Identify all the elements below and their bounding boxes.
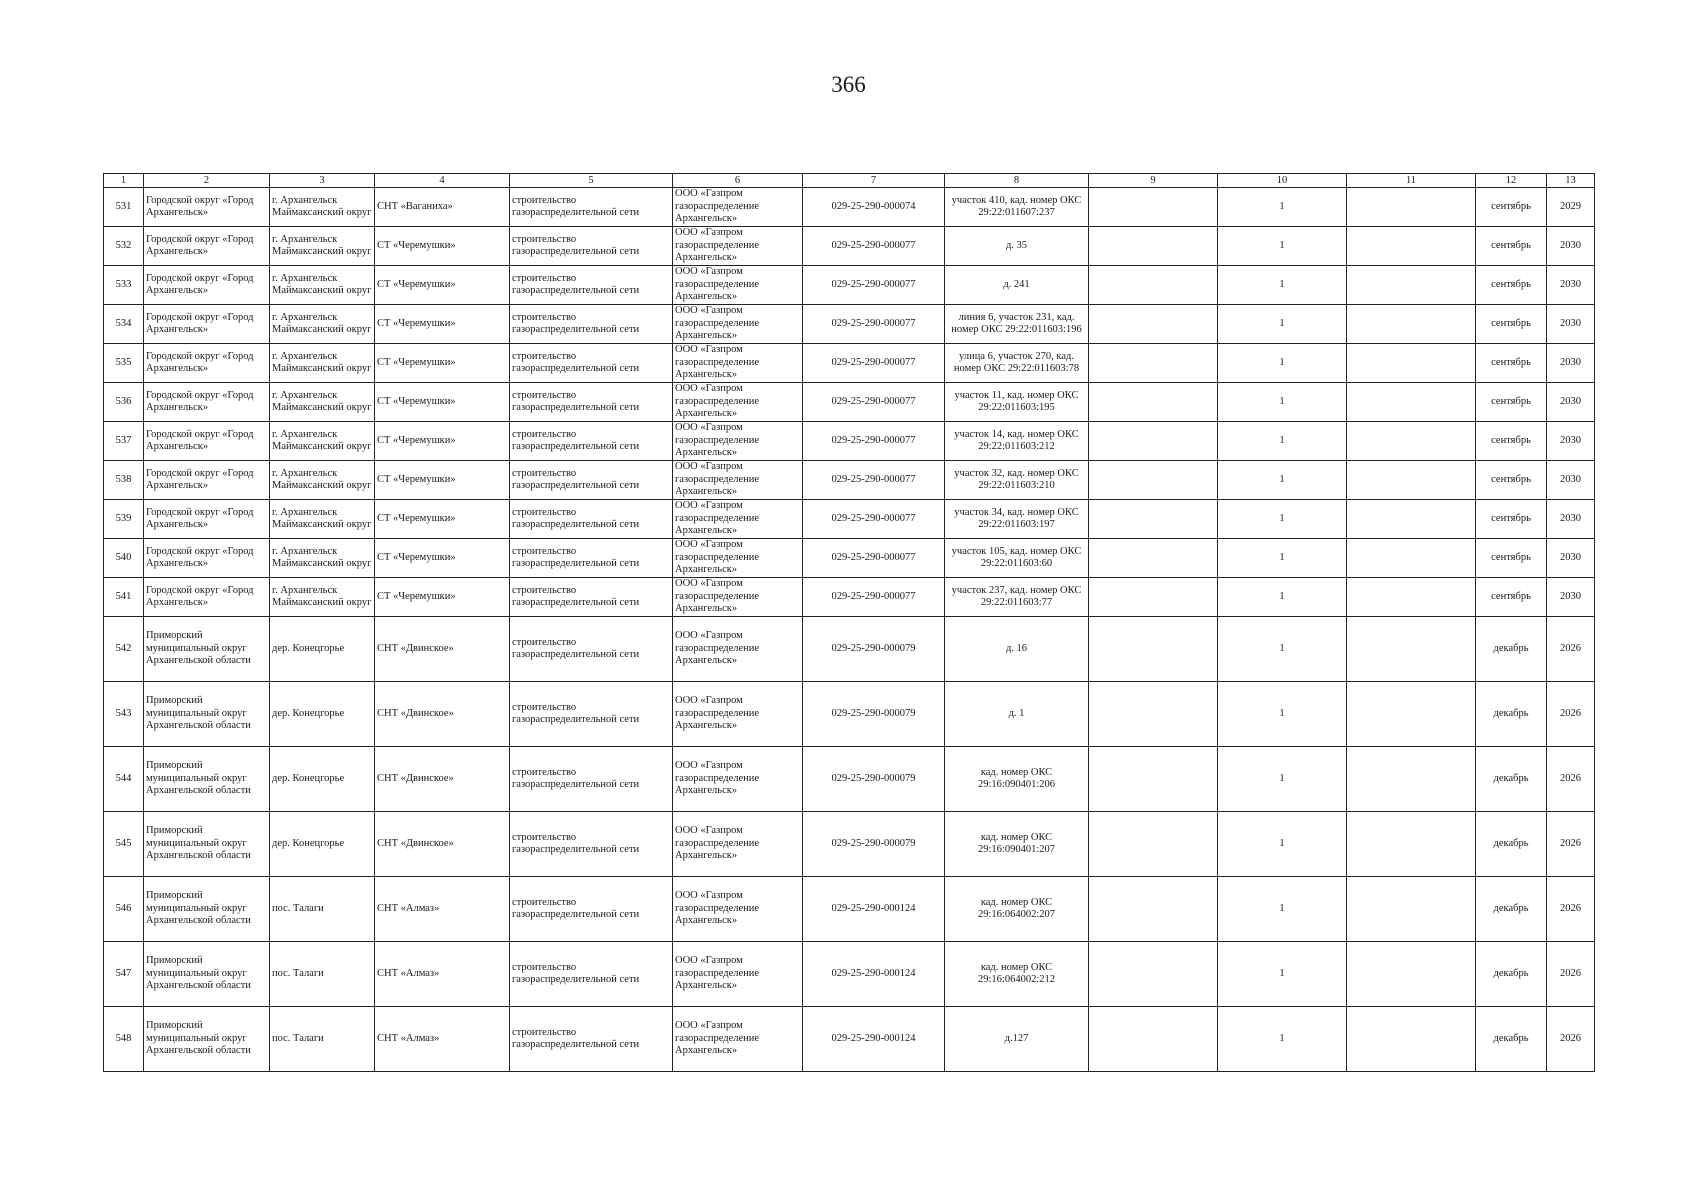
cell-work-type: строительство газораспределительной сети	[510, 812, 673, 877]
cell-locality: г. Архангельск Маймаксанский округ	[270, 578, 375, 617]
cell-column-9	[1089, 747, 1218, 812]
cell-municipality: Городской округ «Город Архангельск»	[144, 344, 270, 383]
cell-column-9	[1089, 227, 1218, 266]
cell-quantity: 1	[1218, 422, 1347, 461]
cell-locality: пос. Талаги	[270, 942, 375, 1007]
cell-organization: ООО «Газпром газораспределение Архангельск»	[673, 682, 803, 747]
cell-municipality: Городской округ «Город Архангельск»	[144, 578, 270, 617]
cell-quantity: 1	[1218, 682, 1347, 747]
cell-column-11	[1347, 188, 1476, 227]
column-header-12: 12	[1476, 174, 1547, 188]
cell-row-number: 537	[104, 422, 144, 461]
cell-work-type: строительство газораспределительной сети	[510, 617, 673, 682]
cell-organization: ООО «Газпром газораспределение Архангельск»	[673, 500, 803, 539]
table-row	[104, 266, 1595, 305]
table-row	[104, 812, 1595, 877]
cell-organization: ООО «Газпром газораспределение Архангельск»	[673, 747, 803, 812]
cell-row-number: 539	[104, 500, 144, 539]
cell-municipality: Городской округ «Город Архангельск»	[144, 188, 270, 227]
cell-organization: ООО «Газпром газораспределение Архангельск»	[673, 266, 803, 305]
cell-address: д. 35	[945, 227, 1089, 266]
table-row	[104, 422, 1595, 461]
cell-column-9	[1089, 539, 1218, 578]
cell-column-9	[1089, 344, 1218, 383]
cell-address: д. 16	[945, 617, 1089, 682]
cell-locality: г. Архангельск Маймаксанский округ	[270, 500, 375, 539]
column-header-3: 3	[270, 174, 375, 188]
cell-month: сентябрь	[1476, 461, 1547, 500]
cell-row-number: 542	[104, 617, 144, 682]
cell-registry-code: 029-25-290-000077	[803, 344, 945, 383]
cell-organization: ООО «Газпром газораспределение Архангельск»	[673, 188, 803, 227]
cell-organization: ООО «Газпром газораспределение Архангельск»	[673, 305, 803, 344]
cell-year: 2026	[1547, 747, 1595, 812]
cell-quantity: 1	[1218, 617, 1347, 682]
cell-address: д. 1	[945, 682, 1089, 747]
cell-column-11	[1347, 344, 1476, 383]
cell-month: декабрь	[1476, 877, 1547, 942]
cell-column-9	[1089, 383, 1218, 422]
table-row	[104, 188, 1595, 227]
cell-society: СТ «Черемушки»	[375, 383, 510, 422]
cell-month: сентябрь	[1476, 227, 1547, 266]
cell-column-11	[1347, 942, 1476, 1007]
cell-row-number: 534	[104, 305, 144, 344]
cell-address: улица 6, участок 270, кад. номер ОКС 29:22:011603:78	[945, 344, 1089, 383]
cell-quantity: 1	[1218, 812, 1347, 877]
cell-column-9	[1089, 877, 1218, 942]
cell-locality: г. Архангельск Маймаксанский округ	[270, 188, 375, 227]
register-table	[103, 173, 1595, 1072]
cell-society: СНТ «Двинское»	[375, 682, 510, 747]
cell-municipality: Приморский муниципальный округ Архангельской области	[144, 1007, 270, 1072]
cell-address: линия 6, участок 231, кад. номер ОКС 29:22:011603:196	[945, 305, 1089, 344]
column-header-2: 2	[144, 174, 270, 188]
cell-work-type: строительство газораспределительной сети	[510, 383, 673, 422]
cell-registry-code: 029-25-290-000079	[803, 812, 945, 877]
cell-registry-code: 029-25-290-000077	[803, 461, 945, 500]
cell-column-11	[1347, 461, 1476, 500]
cell-registry-code: 029-25-290-000077	[803, 266, 945, 305]
column-header-8: 8	[945, 174, 1089, 188]
cell-work-type: строительство газораспределительной сети	[510, 227, 673, 266]
table-row	[104, 383, 1595, 422]
cell-column-9	[1089, 188, 1218, 227]
cell-work-type: строительство газораспределительной сети	[510, 1007, 673, 1072]
cell-year: 2026	[1547, 682, 1595, 747]
cell-row-number: 540	[104, 539, 144, 578]
cell-municipality: Городской округ «Город Архангельск»	[144, 461, 270, 500]
cell-registry-code: 029-25-290-000079	[803, 682, 945, 747]
cell-locality: дер. Конецгорье	[270, 682, 375, 747]
cell-column-11	[1347, 227, 1476, 266]
cell-work-type: строительство газораспределительной сети	[510, 682, 673, 747]
column-header-6: 6	[673, 174, 803, 188]
cell-year: 2030	[1547, 305, 1595, 344]
cell-locality: г. Архангельск Маймаксанский округ	[270, 461, 375, 500]
cell-row-number: 538	[104, 461, 144, 500]
cell-work-type: строительство газораспределительной сети	[510, 266, 673, 305]
cell-society: СНТ «Алмаз»	[375, 877, 510, 942]
cell-work-type: строительство газораспределительной сети	[510, 188, 673, 227]
column-header-9: 9	[1089, 174, 1218, 188]
cell-month: сентябрь	[1476, 539, 1547, 578]
cell-work-type: строительство газораспределительной сети	[510, 305, 673, 344]
cell-quantity: 1	[1218, 266, 1347, 305]
cell-month: декабрь	[1476, 617, 1547, 682]
cell-municipality: Городской округ «Город Архангельск»	[144, 422, 270, 461]
cell-locality: г. Архангельск Маймаксанский округ	[270, 266, 375, 305]
table-row	[104, 500, 1595, 539]
cell-locality: дер. Конецгорье	[270, 747, 375, 812]
cell-organization: ООО «Газпром газораспределение Архангельск»	[673, 461, 803, 500]
cell-year: 2030	[1547, 500, 1595, 539]
page-number: 366	[831, 72, 866, 97]
cell-quantity: 1	[1218, 188, 1347, 227]
cell-column-11	[1347, 422, 1476, 461]
cell-month: сентябрь	[1476, 422, 1547, 461]
cell-society: СТ «Черемушки»	[375, 266, 510, 305]
cell-year: 2030	[1547, 422, 1595, 461]
cell-row-number: 547	[104, 942, 144, 1007]
cell-column-11	[1347, 682, 1476, 747]
table-row	[104, 344, 1595, 383]
cell-locality: г. Архангельск Маймаксанский округ	[270, 539, 375, 578]
cell-year: 2030	[1547, 344, 1595, 383]
cell-address: кад. номер ОКС 29:16:064002:207	[945, 877, 1089, 942]
cell-quantity: 1	[1218, 383, 1347, 422]
cell-quantity: 1	[1218, 344, 1347, 383]
cell-address: кад. номер ОКС 29:16:090401:207	[945, 812, 1089, 877]
cell-address: участок 14, кад. номер ОКС 29:22:011603:212	[945, 422, 1089, 461]
cell-address: кад. номер ОКС 29:16:064002:212	[945, 942, 1089, 1007]
cell-quantity: 1	[1218, 539, 1347, 578]
cell-month: сентябрь	[1476, 266, 1547, 305]
cell-municipality: Приморский муниципальный округ Архангельской области	[144, 617, 270, 682]
cell-month: сентябрь	[1476, 383, 1547, 422]
table-row	[104, 227, 1595, 266]
cell-society: СТ «Черемушки»	[375, 461, 510, 500]
cell-month: декабрь	[1476, 747, 1547, 812]
table-row	[104, 617, 1595, 682]
table-row	[104, 461, 1595, 500]
cell-year: 2026	[1547, 617, 1595, 682]
cell-column-9	[1089, 500, 1218, 539]
cell-society: СНТ «Двинское»	[375, 747, 510, 812]
cell-work-type: строительство газораспределительной сети	[510, 942, 673, 1007]
cell-address: участок 237, кад. номер ОКС 29:22:011603:77	[945, 578, 1089, 617]
cell-society: СТ «Черемушки»	[375, 305, 510, 344]
cell-society: СТ «Черемушки»	[375, 227, 510, 266]
cell-address: участок 34, кад. номер ОКС 29:22:011603:197	[945, 500, 1089, 539]
cell-quantity: 1	[1218, 578, 1347, 617]
cell-registry-code: 029-25-290-000079	[803, 747, 945, 812]
cell-year: 2030	[1547, 461, 1595, 500]
cell-row-number: 535	[104, 344, 144, 383]
cell-column-9	[1089, 461, 1218, 500]
cell-organization: ООО «Газпром газораспределение Архангельск»	[673, 422, 803, 461]
cell-organization: ООО «Газпром газораспределение Архангельск»	[673, 344, 803, 383]
cell-society: СНТ «Алмаз»	[375, 1007, 510, 1072]
column-header-7: 7	[803, 174, 945, 188]
cell-registry-code: 029-25-290-000077	[803, 227, 945, 266]
cell-column-9	[1089, 617, 1218, 682]
cell-year: 2026	[1547, 812, 1595, 877]
cell-municipality: Городской округ «Город Архангельск»	[144, 500, 270, 539]
cell-work-type: строительство газораспределительной сети	[510, 461, 673, 500]
cell-society: СНТ «Двинское»	[375, 617, 510, 682]
cell-year: 2026	[1547, 877, 1595, 942]
cell-month: сентябрь	[1476, 188, 1547, 227]
cell-quantity: 1	[1218, 305, 1347, 344]
cell-municipality: Городской округ «Город Архангельск»	[144, 383, 270, 422]
cell-row-number: 546	[104, 877, 144, 942]
cell-municipality: Городской округ «Город Архангельск»	[144, 266, 270, 305]
cell-registry-code: 029-25-290-000077	[803, 305, 945, 344]
cell-year: 2026	[1547, 942, 1595, 1007]
cell-quantity: 1	[1218, 1007, 1347, 1072]
cell-year: 2030	[1547, 227, 1595, 266]
cell-month: декабрь	[1476, 682, 1547, 747]
cell-column-11	[1347, 812, 1476, 877]
cell-registry-code: 029-25-290-000124	[803, 942, 945, 1007]
cell-column-9	[1089, 422, 1218, 461]
cell-municipality: Приморский муниципальный округ Архангельской области	[144, 682, 270, 747]
cell-month: декабрь	[1476, 942, 1547, 1007]
cell-locality: дер. Конецгорье	[270, 617, 375, 682]
cell-month: сентябрь	[1476, 578, 1547, 617]
column-number-row	[104, 174, 1595, 188]
cell-registry-code: 029-25-290-000079	[803, 617, 945, 682]
cell-work-type: строительство газораспределительной сети	[510, 539, 673, 578]
column-header-4: 4	[375, 174, 510, 188]
cell-organization: ООО «Газпром газораспределение Архангельск»	[673, 1007, 803, 1072]
cell-organization: ООО «Газпром газораспределение Архангельск»	[673, 383, 803, 422]
cell-quantity: 1	[1218, 942, 1347, 1007]
cell-column-11	[1347, 383, 1476, 422]
cell-column-11	[1347, 877, 1476, 942]
cell-locality: г. Архангельск Маймаксанский округ	[270, 383, 375, 422]
cell-work-type: строительство газораспределительной сети	[510, 747, 673, 812]
cell-column-11	[1347, 305, 1476, 344]
cell-organization: ООО «Газпром газораспределение Архангельск»	[673, 812, 803, 877]
cell-column-11	[1347, 266, 1476, 305]
cell-year: 2030	[1547, 578, 1595, 617]
cell-organization: ООО «Газпром газораспределение Архангельск»	[673, 539, 803, 578]
cell-locality: г. Архангельск Маймаксанский округ	[270, 344, 375, 383]
cell-locality: г. Архангельск Маймаксанский округ	[270, 227, 375, 266]
cell-quantity: 1	[1218, 461, 1347, 500]
cell-society: СТ «Черемушки»	[375, 578, 510, 617]
cell-registry-code: 029-25-290-000077	[803, 422, 945, 461]
cell-society: СНТ «Алмаз»	[375, 942, 510, 1007]
cell-column-11	[1347, 1007, 1476, 1072]
cell-society: СТ «Черемушки»	[375, 500, 510, 539]
table-row	[104, 539, 1595, 578]
cell-quantity: 1	[1218, 500, 1347, 539]
cell-organization: ООО «Газпром газораспределение Архангельск»	[673, 578, 803, 617]
cell-month: декабрь	[1476, 1007, 1547, 1072]
cell-work-type: строительство газораспределительной сети	[510, 500, 673, 539]
column-header-5: 5	[510, 174, 673, 188]
column-header-13: 13	[1547, 174, 1595, 188]
cell-locality: г. Архангельск Маймаксанский округ	[270, 305, 375, 344]
cell-municipality: Городской округ «Город Архангельск»	[144, 539, 270, 578]
table-row	[104, 682, 1595, 747]
cell-address: д. 241	[945, 266, 1089, 305]
table-row	[104, 877, 1595, 942]
cell-municipality: Приморский муниципальный округ Архангельской области	[144, 747, 270, 812]
cell-work-type: строительство газораспределительной сети	[510, 344, 673, 383]
cell-society: СТ «Черемушки»	[375, 422, 510, 461]
table-header	[104, 174, 1595, 188]
cell-column-9	[1089, 812, 1218, 877]
column-header-11: 11	[1347, 174, 1476, 188]
table-row	[104, 578, 1595, 617]
cell-work-type: строительство газораспределительной сети	[510, 877, 673, 942]
cell-municipality: Приморский муниципальный округ Архангельской области	[144, 942, 270, 1007]
cell-registry-code: 029-25-290-000124	[803, 877, 945, 942]
cell-row-number: 533	[104, 266, 144, 305]
table-row	[104, 305, 1595, 344]
table-row	[104, 1007, 1595, 1072]
cell-address: участок 410, кад. номер ОКС 29:22:011607:237	[945, 188, 1089, 227]
cell-locality: пос. Талаги	[270, 1007, 375, 1072]
cell-column-11	[1347, 539, 1476, 578]
cell-row-number: 548	[104, 1007, 144, 1072]
cell-column-9	[1089, 305, 1218, 344]
cell-row-number: 543	[104, 682, 144, 747]
table-row	[104, 747, 1595, 812]
cell-municipality: Приморский муниципальный округ Архангельской области	[144, 812, 270, 877]
cell-column-9	[1089, 942, 1218, 1007]
cell-registry-code: 029-25-290-000077	[803, 578, 945, 617]
cell-row-number: 541	[104, 578, 144, 617]
cell-society: СНТ «Ваганиха»	[375, 188, 510, 227]
cell-column-9	[1089, 1007, 1218, 1072]
cell-society: СТ «Черемушки»	[375, 344, 510, 383]
cell-row-number: 531	[104, 188, 144, 227]
cell-address: кад. номер ОКС 29:16:090401:206	[945, 747, 1089, 812]
cell-address: участок 11, кад. номер ОКС 29:22:011603:195	[945, 383, 1089, 422]
column-header-1: 1	[104, 174, 144, 188]
cell-registry-code: 029-25-290-000077	[803, 539, 945, 578]
cell-organization: ООО «Газпром газораспределение Архангельск»	[673, 227, 803, 266]
table-row	[104, 942, 1595, 1007]
cell-address: участок 32, кад. номер ОКС 29:22:011603:210	[945, 461, 1089, 500]
cell-organization: ООО «Газпром газораспределение Архангельск»	[673, 617, 803, 682]
cell-municipality: Городской округ «Город Архангельск»	[144, 305, 270, 344]
cell-column-9	[1089, 578, 1218, 617]
cell-year: 2030	[1547, 266, 1595, 305]
cell-month: сентябрь	[1476, 500, 1547, 539]
cell-work-type: строительство газораспределительной сети	[510, 578, 673, 617]
cell-row-number: 544	[104, 747, 144, 812]
cell-locality: пос. Талаги	[270, 877, 375, 942]
column-header-10: 10	[1218, 174, 1347, 188]
cell-organization: ООО «Газпром газораспределение Архангельск»	[673, 942, 803, 1007]
cell-society: СНТ «Двинское»	[375, 812, 510, 877]
cell-address: участок 105, кад. номер ОКС 29:22:011603:60	[945, 539, 1089, 578]
cell-month: декабрь	[1476, 812, 1547, 877]
cell-registry-code: 029-25-290-000074	[803, 188, 945, 227]
cell-column-9	[1089, 266, 1218, 305]
cell-address: д.127	[945, 1007, 1089, 1072]
cell-registry-code: 029-25-290-000124	[803, 1007, 945, 1072]
cell-locality: г. Архангельск Маймаксанский округ	[270, 422, 375, 461]
cell-column-11	[1347, 747, 1476, 812]
cell-registry-code: 029-25-290-000077	[803, 383, 945, 422]
cell-year: 2030	[1547, 539, 1595, 578]
cell-work-type: строительство газораспределительной сети	[510, 422, 673, 461]
cell-year: 2026	[1547, 1007, 1595, 1072]
cell-year: 2030	[1547, 383, 1595, 422]
cell-column-11	[1347, 500, 1476, 539]
cell-row-number: 545	[104, 812, 144, 877]
cell-municipality: Приморский муниципальный округ Архангельской области	[144, 877, 270, 942]
cell-column-11	[1347, 617, 1476, 682]
cell-month: сентябрь	[1476, 305, 1547, 344]
cell-quantity: 1	[1218, 227, 1347, 266]
cell-municipality: Городской округ «Город Архангельск»	[144, 227, 270, 266]
cell-society: СТ «Черемушки»	[375, 539, 510, 578]
cell-year: 2029	[1547, 188, 1595, 227]
cell-row-number: 536	[104, 383, 144, 422]
cell-registry-code: 029-25-290-000077	[803, 500, 945, 539]
table-body	[104, 188, 1595, 1072]
cell-quantity: 1	[1218, 877, 1347, 942]
cell-column-11	[1347, 578, 1476, 617]
cell-quantity: 1	[1218, 747, 1347, 812]
cell-locality: дер. Конецгорье	[270, 812, 375, 877]
cell-organization: ООО «Газпром газораспределение Архангельск»	[673, 877, 803, 942]
cell-month: сентябрь	[1476, 344, 1547, 383]
cell-column-9	[1089, 682, 1218, 747]
cell-row-number: 532	[104, 227, 144, 266]
